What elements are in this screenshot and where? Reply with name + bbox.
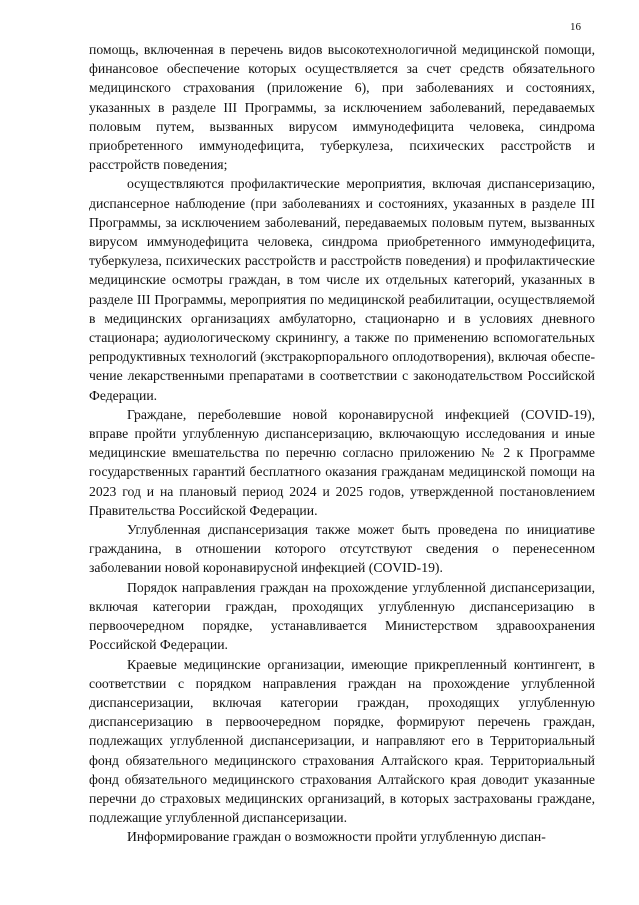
paragraph-referral-procedure: Порядок направления граждан на прохождение углубленной диспансеризации, включая категории граждан, проходящих углубленную диспансеризацию в первоочередном порядке, устанавливается Министерством здравоохранения Российской Федерации. (89, 579, 595, 653)
paragraph-informing-citizens: Информирование граждан о возможности пройти углубленную диспан- (127, 829, 546, 845)
paragraph-preventive-measures: осуществляются профилактические мероприятия, включая диспансеризацию, диспансерное наблюдение (при заболеваниях и состояниях, указанных в разделе III Программы, за исключением заболеваний, передаваемых половым путем, вызванных вирусом иммунодефицита человека, синдрома приобретенного иммунодефицита, туберкулеза, психических расстройств и расстройств поведения) и профилактические медицинские осмотры граждан, в том числе их отдельных категорий, указанных в разделе III Программы, мероприятия по медицинской реабилитации, осуществляемой в медицинских организациях амбулаторно, стационарно и в условиях дневного стационара; аудиологическому скринингу, а также по применению вспомогательных репродуктивных технологий (экстракорпорального оплодотворения), включая обеспечение лекарственными препаратами в соответствии с законодательством Российской Федерации. (89, 176, 595, 403)
paragraph-citizen-initiative: Углубленная диспансеризация также может быть проведена по инициативе гражданина, в отношении которого отсутствуют сведения о перенесенном заболевании новой коронавирусной инфекцией (COVID-19). (89, 522, 595, 576)
paragraph-continuation: помощь, включенная в перечень видов высокотехнологичной медицинской помощи, финансовое обеспечение которых осуществляется за счет средств обязательного медицинского страхования (приложение 6), при заболеваниях и состояниях, указанных в разделе III Программы, за исключением заболеваний, передаваемых половым путем, вызванных вирусом иммунодефицита человека, синдрома приобретенного иммунодефицита, туберкулеза, психических расстройств и расстройств поведения; (89, 42, 595, 173)
body-text (89, 40, 595, 847)
paragraph-covid-dispensarization: Граждане, переболевшие новой коронавирусной инфекцией (COVID-19), вправе пройти углубленную диспансеризацию, включающую исследования и иные медицинские вмешательства по перечню согласно приложению № 2 к Программе государственных гарантий бесплатного оказания гражданам медицинской помощи на 2023 год и на плановый период 2024 и 2025 годов, утвержденной постановлением Правительства Российской Федерации. (89, 406, 595, 518)
page-number: 16 (570, 21, 581, 33)
paragraph-regional-organizations: Краевые медицинские организации, имеющие прикрепленный контингент, в соответствии с порядком направления граждан на прохождение углубленной диспансеризации, включая категории граждан, проходящих углубленную диспансеризацию в первоочередном порядке, формируют перечень граждан, подлежащих углубленной диспансеризации, и направляют его в Территориальный фонд обязательного медицинского страхования Алтайского края. Территориальный фонд обязательного медицинского страхования Алтайского края доводит указанные перечни до страховых медицинских организаций, в которых застрахованы граждане, подлежащие углубленной диспансеризации. (89, 656, 595, 826)
